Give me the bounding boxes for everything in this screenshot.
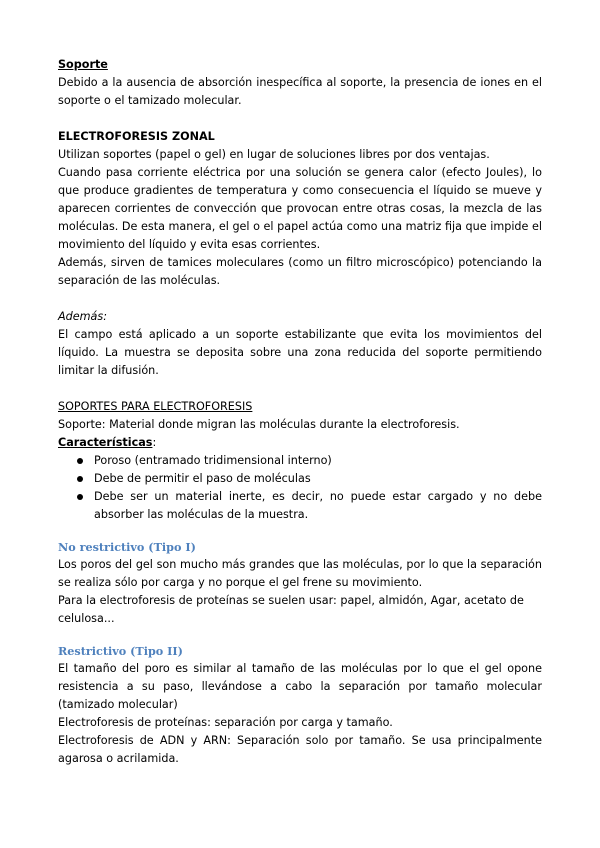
zonal-paragraph-1: Utilizan soportes (papel o gel) en lugar de soluciones libres por dos ventajas. (58, 148, 490, 161)
bullet-icon (77, 458, 83, 464)
caracteristicas-list (58, 452, 542, 524)
zonal-paragraph-2: Cuando pasa corriente eléctrica por una solución se genera calor (efecto Joules), lo que produce gradientes de temperatura y como consecuencia el líquido se mueve y aparecen corrientes de convección que provocan entre otras cosas, la mezcla de las moléculas. De esta manera, el gel o el papel actúa como una matriz fija que impide el movimiento del líquido y evita esas corrientes. (58, 166, 542, 251)
no-restrictivo-heading: No restrictivo (Tipo I) (58, 540, 196, 554)
bullet-icon (77, 476, 83, 482)
no-restrictivo-paragraph-2: Para la electroforesis de proteínas se suelen usar: papel, almidón, Agar, acetato de celulosa... (58, 594, 524, 625)
soporte-heading: Soporte (58, 58, 108, 71)
caracteristicas-label: Características (58, 436, 153, 449)
caracteristicas-colon: : (152, 436, 157, 449)
bullet-icon (77, 494, 83, 500)
zonal-heading: ELECTROFORESIS ZONAL (58, 130, 215, 143)
zonal-paragraph-3: Además, sirven de tamices moleculares (como un filtro microscópico) potenciando la separación de las moléculas. (58, 256, 542, 287)
no-restrictivo-paragraph-1: Los poros del gel son mucho más grandes que las moléculas, por lo que la separación se realiza sólo por carga y no porque el gel frene su movimiento. (58, 558, 542, 589)
list-item: Debe de permitir el paso de moléculas (58, 470, 542, 488)
soporte-text: Debido a la ausencia de absorción inespecífica al soporte, la presencia de iones en el soporte o el tamizado molecular. (58, 76, 542, 107)
caracteristicas-line (58, 434, 542, 452)
restrictivo-paragraph-3: Electroforesis de ADN y ARN: Separación solo por tamaño. Se usa principalmente agarosa o acrilamida. (58, 734, 542, 765)
soportes-heading: SOPORTES PARA ELECTROFORESIS (58, 400, 253, 413)
restrictivo-paragraph-1: El tamaño del poro es similar al tamaño de las moléculas por lo que el gel opone resistencia a su paso, llevándose a cabo la separación por tamaño molecular (tamizado molecular) (58, 662, 542, 711)
restrictivo-heading: Restrictivo (Tipo II) (58, 644, 183, 658)
list-item: Poroso (entramado tridimensional interno) (58, 452, 542, 470)
restrictivo-paragraph-2: Electroforesis de proteínas: separación por carga y tamaño. (58, 716, 393, 729)
list-item: Debe ser un material inerte, es decir, no puede estar cargado y no debe absorber las moléculas de la muestra. (58, 488, 542, 524)
ademas-heading: Además: (58, 310, 107, 323)
soportes-definition: Soporte: Material donde migran las moléculas durante la electroforesis. (58, 418, 460, 431)
ademas-text: El campo está aplicado a un soporte estabilizante que evita los movimientos del líquido. La muestra se deposita sobre una zona reducida del soporte permitiendo limitar la difusión. (58, 328, 542, 377)
